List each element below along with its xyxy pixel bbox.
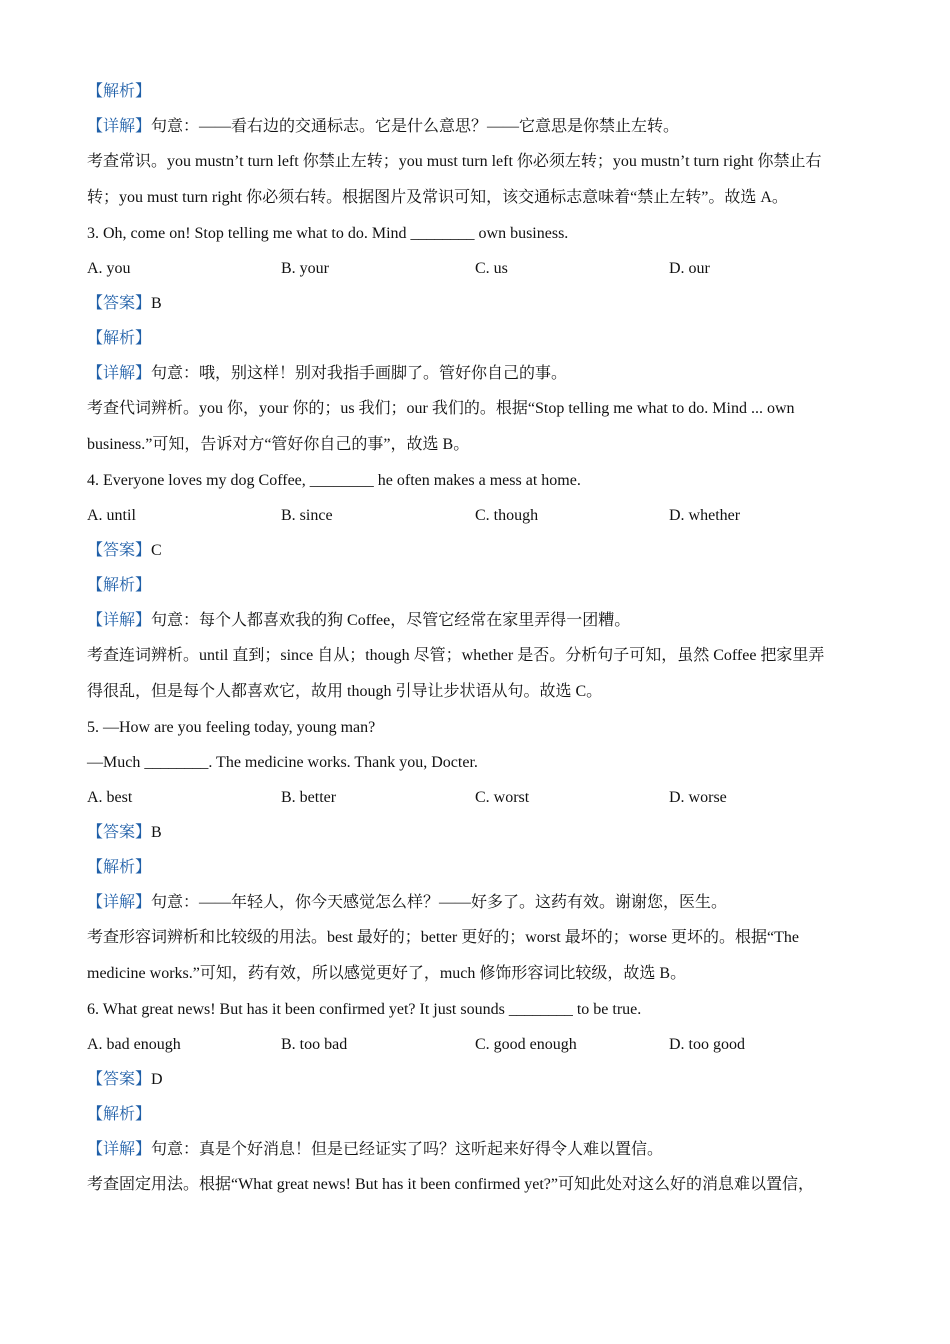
- document-line: [87, 533, 867, 568]
- answer-options: [87, 1027, 867, 1062]
- section-tag: 【答案】: [87, 295, 152, 312]
- document-line: [87, 1132, 867, 1167]
- document-line: [87, 920, 867, 955]
- section-tag: 【详解】: [87, 1141, 152, 1158]
- document-line: [87, 992, 867, 1027]
- section-tag: 【答案】: [87, 1071, 152, 1088]
- answer-options: [87, 780, 867, 815]
- line-text: 考查形容词辨析和比较级的用法。best 最好的；better 更好的；worst 最坏的；worse 更坏的。根据“The: [87, 929, 799, 946]
- answer-option: C. us: [475, 260, 508, 277]
- answer-option: A. bad enough: [87, 1036, 181, 1053]
- document-line: [87, 286, 867, 321]
- document-line: [87, 463, 867, 498]
- answer-option: D. our: [669, 260, 710, 277]
- answer-option: C. good enough: [475, 1036, 577, 1053]
- section-tag: 【详解】: [87, 365, 152, 382]
- document-line: [87, 885, 867, 920]
- line-text: 句意：——年轻人，你今天感觉怎么样？——好多了。这药有效。谢谢您，医生。: [151, 894, 728, 911]
- section-tag: 【解析】: [87, 1106, 152, 1123]
- document-line: [87, 109, 867, 144]
- section-tag: 【详解】: [87, 612, 152, 629]
- section-tag: 【详解】: [87, 894, 152, 911]
- answer-option: B. better: [281, 789, 337, 806]
- section-tag: 【解析】: [87, 577, 152, 594]
- document-line: [87, 356, 867, 391]
- line-text: 转；you must turn right 你必须右转。根据图片及常识可知，该交通标志意味着“禁止左转”。故选 A。: [87, 189, 788, 206]
- document-line: [87, 955, 867, 992]
- line-text: 6. What great news! But has it been confirmed yet? It just sounds ________ to be true.: [87, 1001, 642, 1018]
- document-line: [87, 603, 867, 638]
- line-text: 句意：每个人都喜欢我的狗 Coffee，尽管它经常在家里弄得一团糟。: [151, 612, 631, 629]
- answer-option: A. best: [87, 789, 133, 806]
- document-line: [87, 216, 867, 251]
- document-line: [87, 815, 867, 850]
- line-text: 考查连词辨析。until 直到；since 自从；though 尽管；whether 是否。分析句子可知，虽然 Coffee 把家里弄: [87, 647, 825, 664]
- document-line: [87, 745, 867, 780]
- answer-option: D. worse: [669, 789, 727, 806]
- line-text: D: [151, 1071, 163, 1088]
- section-tag: 【答案】: [87, 824, 152, 841]
- section-tag: 【解析】: [87, 330, 152, 347]
- answer-option: C. though: [475, 507, 539, 524]
- line-text: 考查代词辨析。you 你，your 你的；us 我们；our 我们的。根据“Stop telling me what to do. Mind ... own: [87, 400, 795, 417]
- line-text: 句意：哦，别这样！别对我指手画脚了。管好你自己的事。: [151, 365, 568, 382]
- document-line: [87, 74, 867, 109]
- document-line: [87, 1097, 867, 1132]
- answer-option: A. you: [87, 260, 131, 277]
- document-line: [87, 391, 867, 426]
- answer-options: [87, 498, 867, 533]
- line-text: business.”可知，告诉对方“管好你自己的事”，故选 B。: [87, 436, 470, 453]
- line-text: 得很乱，但是每个人都喜欢它，故用 though 引导让步状语从句。故选 C。: [87, 683, 603, 700]
- answer-option: B. since: [281, 507, 333, 524]
- line-text: 3. Oh, come on! Stop telling me what to do. Mind ________ own business.: [87, 225, 569, 242]
- line-text: 4. Everyone loves my dog Coffee, ________ he often makes a mess at home.: [87, 472, 581, 489]
- section-tag: 【解析】: [87, 83, 152, 100]
- answer-option: D. too good: [669, 1036, 745, 1053]
- section-tag: 【详解】: [87, 118, 152, 135]
- document-line: [87, 1062, 867, 1097]
- line-text: 考查固定用法。根据“What great news! But has it been confirmed yet?”可知此处对这么好的消息难以置信，: [87, 1176, 814, 1193]
- document-line: [87, 850, 867, 885]
- section-tag: 【答案】: [87, 542, 152, 559]
- document-line: [87, 179, 867, 216]
- line-text: 考查常识。you mustn’t turn left 你禁止左转；you must turn left 你必须左转；you mustn’t turn right 你禁止右: [87, 153, 822, 170]
- answer-option: C. worst: [475, 789, 530, 806]
- answer-option: B. too bad: [281, 1036, 348, 1053]
- document-line: [87, 673, 867, 710]
- document-page: [87, 74, 867, 1202]
- line-text: B: [151, 295, 162, 312]
- document-line: [87, 1167, 867, 1202]
- line-text: C: [151, 542, 162, 559]
- document-line: [87, 321, 867, 356]
- document-line: [87, 568, 867, 603]
- section-tag: 【解析】: [87, 859, 152, 876]
- document-line: [87, 710, 867, 745]
- answer-options: [87, 251, 867, 286]
- line-text: B: [151, 824, 162, 841]
- answer-option: B. your: [281, 260, 329, 277]
- answer-option: A. until: [87, 507, 136, 524]
- line-text: 5. —How are you feeling today, young man?: [87, 719, 376, 736]
- line-text: 句意：真是个好消息！但是已经证实了吗？这听起来好得令人难以置信。: [151, 1141, 664, 1158]
- document-line: [87, 638, 867, 673]
- line-text: 句意：——看右边的交通标志。它是什么意思？——它意思是你禁止左转。: [151, 118, 680, 135]
- line-text: —Much ________. The medicine works. Thank you, Docter.: [87, 754, 478, 771]
- document-line: [87, 426, 867, 463]
- document-line: [87, 144, 867, 179]
- answer-option: D. whether: [669, 507, 741, 524]
- line-text: medicine works.”可知，药有效，所以感觉更好了，much 修饰形容词比较级，故选 B。: [87, 965, 687, 982]
